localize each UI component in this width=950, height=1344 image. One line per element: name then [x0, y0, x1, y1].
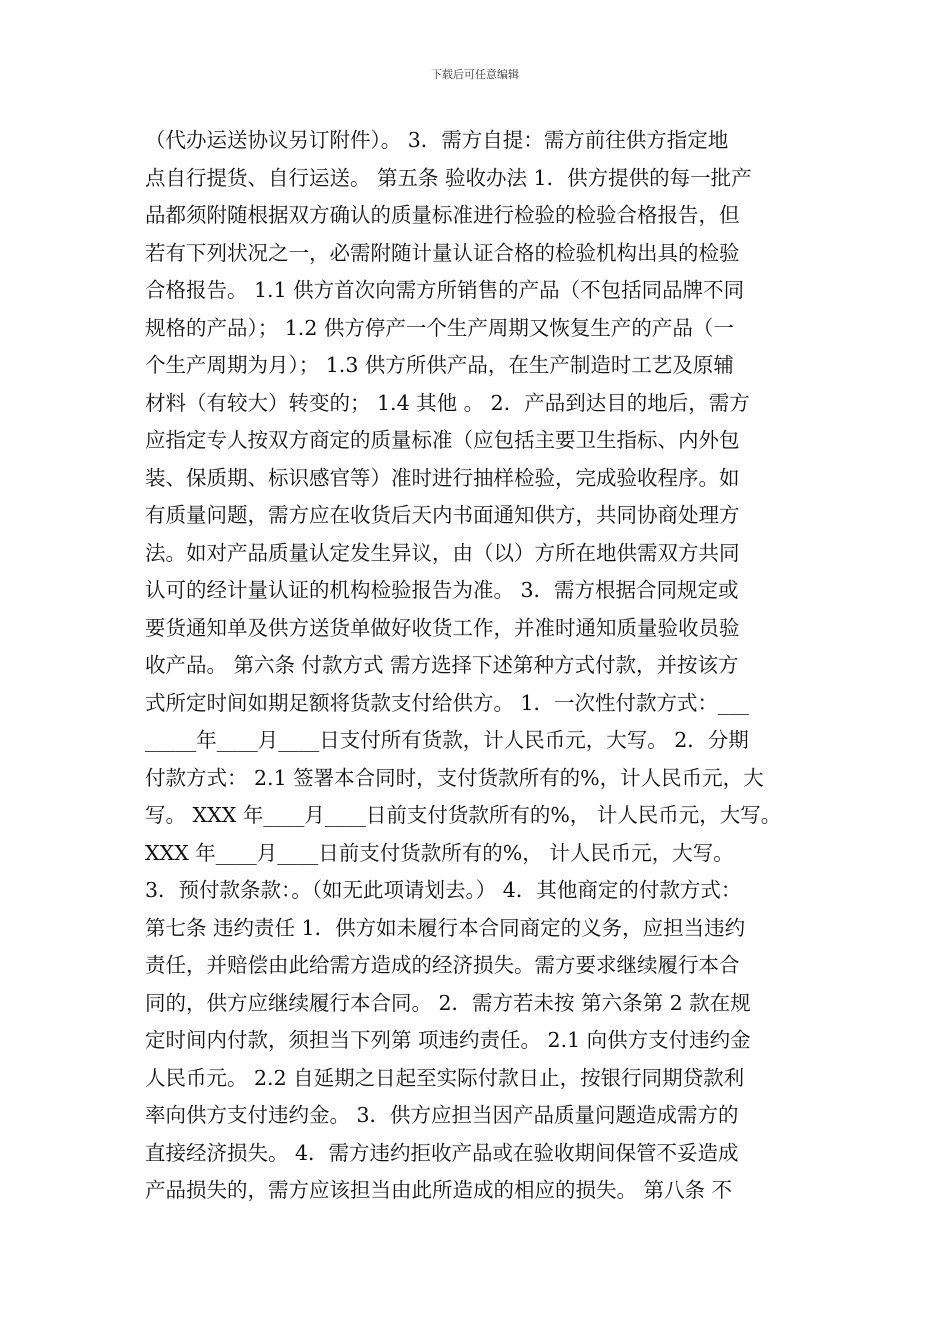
- text-line: 有质量问题，需方应在收货后天内书面通知供方，共同协商处理方: [145, 503, 740, 527]
- text-line: 规格的产品）； 1.2 供方停产一个生产周期又恢复生产的产品（一: [145, 315, 734, 340]
- text-line: 若有下列状况之一，必需附随计量认证合格的检验机构出具的检验: [145, 240, 740, 265]
- text-line: 同的，供方应继续履行本合同。 2．需方若未按 第六条第 2 款在规: [145, 990, 751, 1015]
- text-line: （代办运送协议另订附件）。 3．需方自提：需方前往供方指定地: [145, 128, 729, 152]
- text-line: 装、保质期、标识感官等）准时进行抽样检验，完成验收程序。如: [145, 465, 740, 490]
- page-header: 下载后可任意编辑: [431, 68, 519, 81]
- text-line: 合格报告。 1.1 供方首次向需方所销售的产品（不包括同品牌不同: [145, 278, 745, 302]
- text-line: 个生产周期为月）； 1.3 供方所供产品，在生产制造时工艺及原辅: [145, 353, 734, 377]
- text-line: 产品损失的，需方应该担当由此所造成的相应的损失。 第八条 不: [145, 1178, 733, 1202]
- text-line: 认可的经计量认证的机构检验报告为准。 3．需方根据合同规定或: [145, 578, 739, 602]
- text-line: 第七条 违约责任 1．供方如未履行本合同商定的义务，应担当违约: [145, 915, 746, 940]
- text-line: 式所定时间如期足额将货款支付给供方。 1．一次性付款方式：___: [145, 690, 749, 715]
- text-line: 3．预付款条款：。（如无此项请划去。） 4．其他商定的付款方式：: [145, 878, 742, 902]
- text-line: 责任，并赔偿由此给需方造成的经济损失。需方要求继续履行本合: [145, 953, 740, 977]
- text-line: 收产品。 第六条 付款方式 需方选择下述第种方式付款，并按该方: [145, 653, 739, 677]
- text-line: 应指定专人按双方商定的质量标准（应包括主要卫生指标、内外包: [145, 428, 740, 452]
- text-line: 点自行提货、自行运送。 第五条 验收办法 1．供方提供的每一批产: [145, 165, 752, 190]
- text-line: 写。 XXX 年____月____日前支付货款所有的%， 计人民币元，大写。: [145, 803, 782, 827]
- text-line: 材料（有较大）转变的； 1.4 其他 。 2．产品到达目的地后，需方: [145, 390, 750, 415]
- text-line: 要货通知单及供方送货单做好收货工作，并准时通知质量验收员验: [145, 615, 740, 640]
- text-line: 率向供方支付违约金。 3．供方应担当因产品质量问题造成需方的: [145, 1103, 739, 1127]
- document-body: [145, 122, 825, 1210]
- text-line: 付款方式： 2.1 签署本合同时，支付货款所有的%，计人民币元，大: [145, 765, 764, 790]
- text-line: 人民币元。 2.2 自延期之日起至实际付款日止，按银行同期贷款利: [145, 1065, 745, 1090]
- text-line: 直接经济损失。 4．需方违约拒收产品或在验收期间保管不妥造成: [145, 1140, 739, 1165]
- text-line: XXX 年____月____日前支付货款所有的%， 计人民币元，大写。: [145, 840, 734, 865]
- text-line: 法。如对产品质量认定发生异议，由（以）方所在地供需双方共同: [145, 540, 740, 565]
- text-line: 品都须附随根据双方确认的质量标准进行检验的检验合格报告，但: [145, 203, 740, 227]
- text-line: 定时间内付款，须担当下列第 项违约责任。 2.1 向供方支付违约金: [145, 1028, 751, 1052]
- text-line: _____年____月____日支付所有货款，计人民币元，大写。 2．分期: [145, 728, 749, 752]
